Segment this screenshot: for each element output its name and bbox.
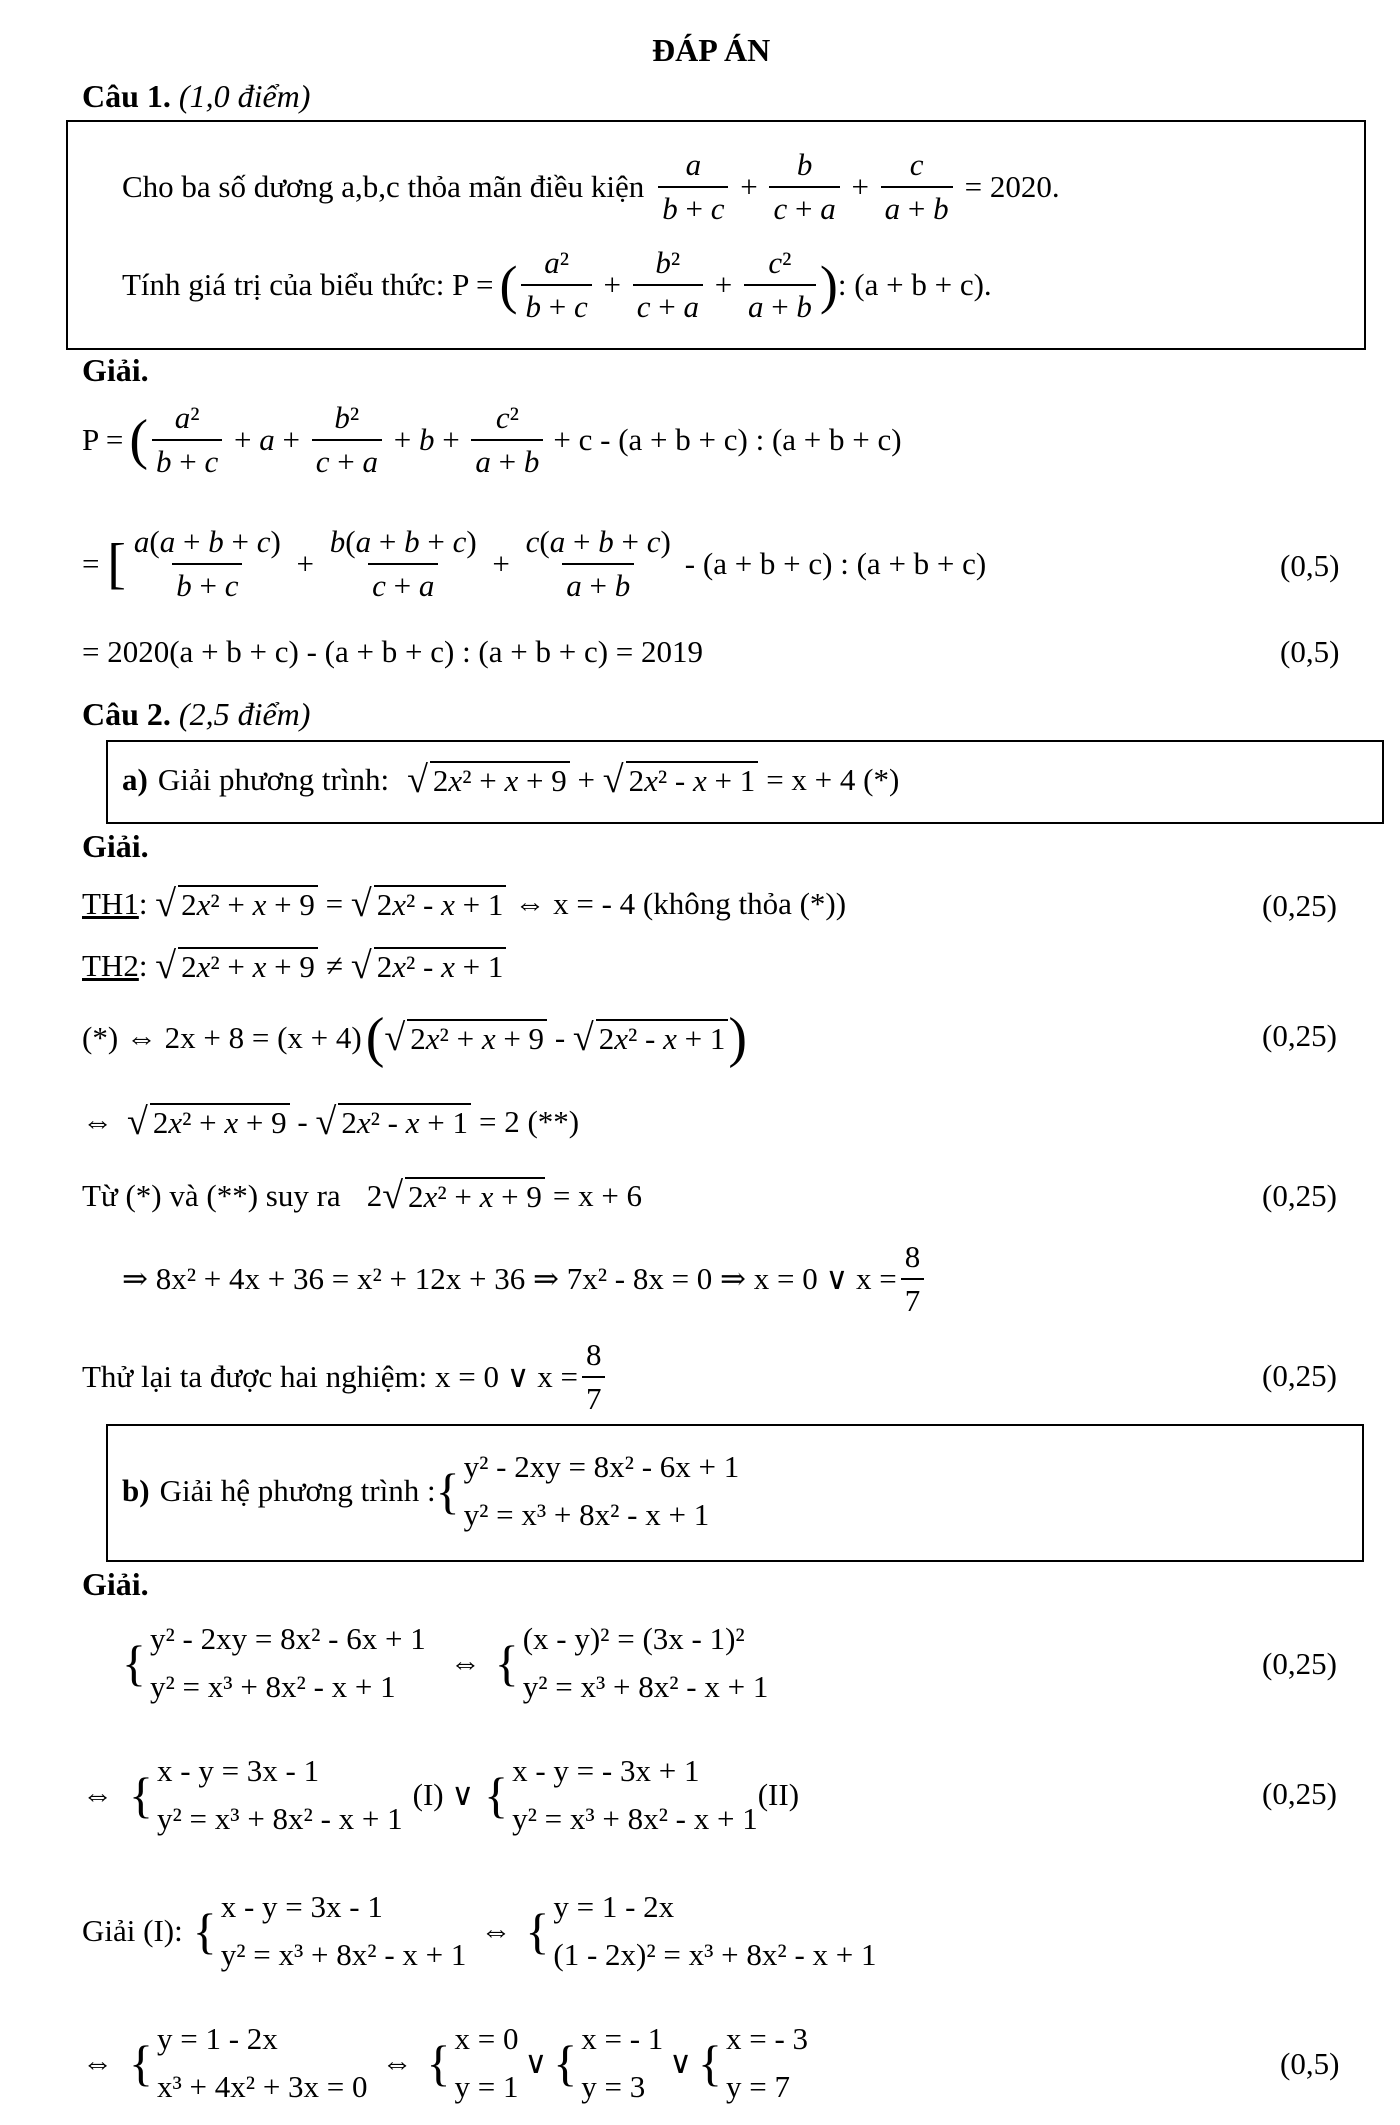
part-b-label: b) <box>122 1473 150 1508</box>
page-title: ĐÁP ÁN <box>652 32 771 68</box>
solution-1-step-2: = [ $\frac{a(a + b + c)}{b + c}$ + $\frac{b(a + b + c)}{c + a}$ + $\frac{c(a + b + c)}{a + b}$ - (a + b + c) : (a + b + c) <box>82 524 987 603</box>
question-1-points: (1,0 điểm) <box>178 78 311 114</box>
step1-tail: + c - (a + b + c) : (a + b + c) <box>553 422 902 457</box>
line-7-text: Thử lại ta được hai nghiệm: x = 0 ∨ x = <box>82 1359 578 1394</box>
question-1-heading <box>82 78 310 115</box>
line-3-prefix: (*) ⇔ 2x + 8 = (x + 4) <box>82 1020 362 1055</box>
question-1-given: Cho ba số dương a,b,c thỏa mãn điều kiện $\frac{a}{b + c}$ + $\frac{b}{c + a}$ + $\frac{c}{a + b}$ = 2020. <box>122 147 1060 226</box>
line-6-text: ⇒ 8x² + 4x + 36 = x² + 12x + 36 ⇒ 7x² - 8x = 0 ⇒ x = 0 ∨ x = <box>122 1261 897 1296</box>
score-line-5: (0,25) <box>1262 1178 1337 1213</box>
final-solutions: ⇔ { y = 1 - 2x x³ + 4x² + 3x = 0 ⇔ { x = 0 y = 1 ∨ { x = - 1 y = 3 ∨ { x = - 3 y = 7 <box>82 2020 809 2104</box>
frac-b2-over-ca: $\frac{\text{b²}}{c + a}$ <box>633 245 703 325</box>
frac-c2-over-ab: $\frac{\text{c²}}{a + b}$ <box>744 245 816 325</box>
frac-a-over-bc: $\frac{a}{b + c}$ <box>658 147 728 227</box>
given-prefix: Cho ba số dương a,b,c thỏa mãn điều kiện <box>122 169 645 204</box>
task-prefix: Tính giá trị của biểu thức: P = <box>122 267 494 302</box>
solution-2b-label: Giải. <box>82 1566 149 1602</box>
part-b-text: Giải hệ phương trình : <box>159 1473 436 1508</box>
solution-1-step-3: = 2020(a + b + c) - (a + b + c) : (a + b + c) = 2019 <box>82 634 704 669</box>
step2-tail: - (a + b + c) : (a + b + c) <box>684 546 987 581</box>
question-1-task: Tính giá trị của biểu thức: P = ( $\frac{\text{a²}}{b + c}$ + $\frac{\text{b²}}{c + a}$ + $\frac{\text{c²}}{a + b}$ ) : (a + b + c). <box>122 245 992 324</box>
question-1-label: Câu 1. <box>82 78 171 114</box>
case-1-label: TH1 <box>82 886 139 921</box>
given-equation: = 2020. <box>964 169 1060 204</box>
question-2-points: (2,5 điểm) <box>178 696 311 732</box>
case-2-label: TH2 <box>82 948 139 983</box>
part-a-text: Giải phương trình: <box>157 762 390 797</box>
question-2-label: Câu 2. <box>82 696 171 732</box>
score-q1-step2: (0,5) <box>1280 548 1340 583</box>
solve-case-I-label: Giải (I): <box>82 1913 183 1948</box>
frac-c-over-ab: $\frac{c}{a + b}$ <box>881 147 953 227</box>
score-case-1: (0,25) <box>1262 888 1337 923</box>
line-4-tail: = 2 (**) <box>478 1104 580 1139</box>
case-2-line: TH2 : √ 2x² + x + 9 ≠ √ 2x² - x + 1 <box>82 942 506 990</box>
question-2a-task: a) Giải phương trình: √ 2x² + x + 9 + √ 2x² - x + 1 = x + 4 (*) <box>122 759 900 801</box>
task-suffix: : (a + b + c). <box>837 267 992 302</box>
line-3: (*) ⇔ 2x + 8 = (x + 4) ( √ 2x² + x + 9 - √ 2x² - x + 1 ) <box>82 1007 748 1069</box>
score-final: (0,5) <box>1280 2046 1340 2081</box>
line-6: ⇒ 8x² + 4x + 36 = x² + 12x + 36 ⇒ 7x² - 8x = 0 ⇒ x = 0 ∨ x = $\frac{8}{7}$ <box>122 1234 928 1324</box>
solve-case-I: Giải (I): { x - y = 3x - 1 y² = x³ + 8x² - x + 1 ⇔ { y = 1 - 2x (1 - 2x)² = x³ + 8x² - x + 1 <box>82 1888 877 1972</box>
score-system-step-2: (0,25) <box>1262 1776 1337 1811</box>
step1-prefix: P = <box>82 422 124 457</box>
system-step-1: { y² - 2xy = 8x² - 6x + 1 y² = x³ + 8x² - x + 1 ⇔ { (x - y)² = (3x - 1)² y² = x³ + 8x² - x + 1 <box>122 1620 769 1704</box>
line-5: Từ (*) và (**) suy ra 2 √ 2x² + x + 9 = x + 6 <box>82 1175 643 1217</box>
part-a-label: a) <box>122 762 148 797</box>
score-line-3: (0,25) <box>1262 1018 1337 1053</box>
line-7: Thử lại ta được hai nghiệm: x = 0 ∨ x = $\frac{8}{7}$ <box>82 1332 609 1422</box>
score-system-step-1: (0,25) <box>1262 1646 1337 1681</box>
question-2b-task: b) Giải hệ phương trình : { y² - 2xy = 8x² - 6x + 1 y² = x³ + 8x² - x + 1 <box>122 1448 740 1532</box>
case-1-tail: ⇔ x = - 4 (không thỏa (*)) <box>514 886 847 921</box>
line-5-tail: = x + 6 <box>552 1178 643 1213</box>
line-4: ⇔ √ 2x² + x + 9 - √ 2x² - x + 1 = 2 (**) <box>82 1101 580 1143</box>
score-line-7: (0,25) <box>1262 1358 1337 1393</box>
case-1-line: TH1 : √ 2x² + x + 9 = √ 2x² - x + 1 ⇔ x = - 4 (không thỏa (*)) <box>82 883 847 925</box>
score-q1-step3: (0,5) <box>1280 634 1340 669</box>
line-5-prefix: Từ (*) và (**) suy ra <box>82 1178 341 1213</box>
question-2-heading <box>82 696 310 733</box>
solution-1-label: Giải. <box>82 352 149 388</box>
part-a-eq-tail: = x + 4 (*) <box>766 762 900 797</box>
solution-1-step-1: P = ( $\frac{\text{a²}}{b + c}$ + a + $\frac{\text{b²}}{c + a}$ + b + $\frac{\text{c²}}{a + b}$ + c - (a + b + c) : (a + b + c) <box>82 400 902 479</box>
frac-b-over-ca: $\frac{b}{c + a}$ <box>769 147 839 227</box>
solution-2a-label: Giải. <box>82 828 149 864</box>
system-step-2: ⇔ { x - y = 3x - 1 y² = x³ + 8x² - x + 1 (I) ∨ { x - y = - 3x + 1 y² = x³ + 8x² - x + 1 (II) <box>82 1752 800 1836</box>
frac-a2-over-bc: $\frac{\text{a²}}{b + c}$ <box>521 245 591 325</box>
